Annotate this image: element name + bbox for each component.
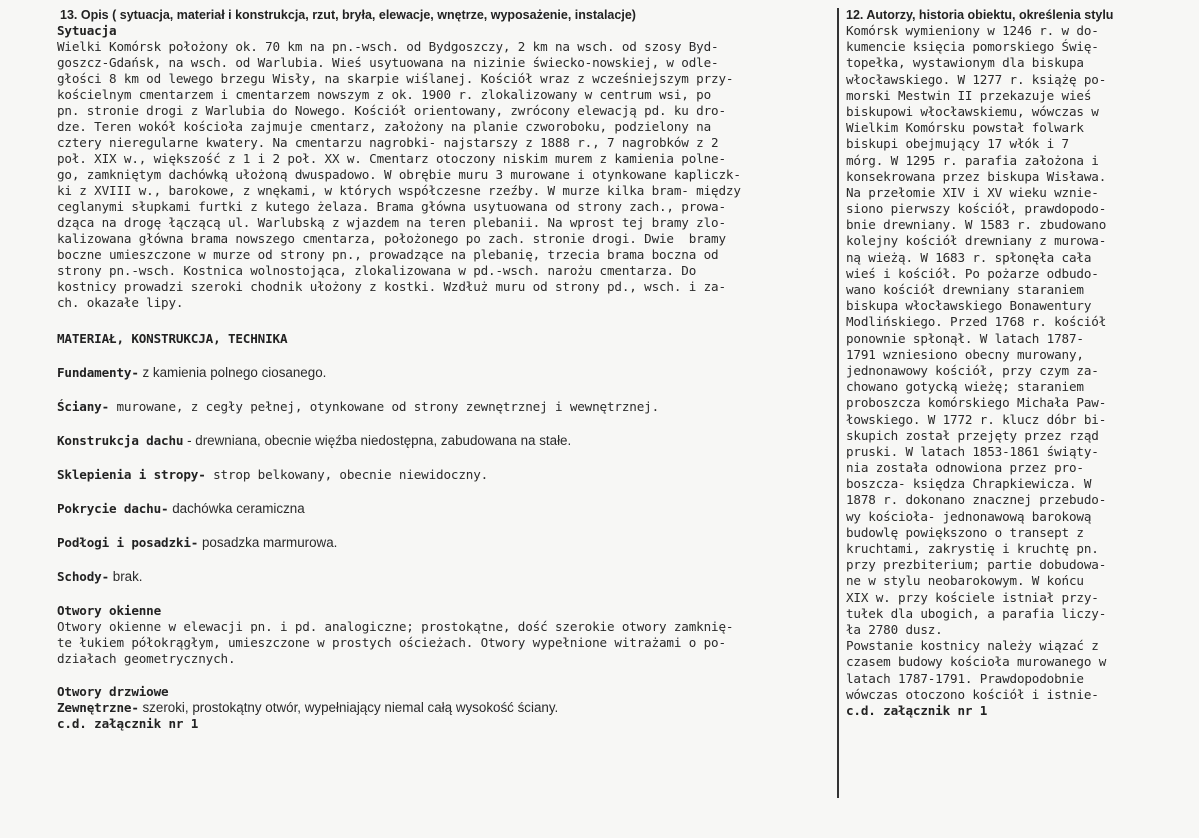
situation-line: dząca na drogę łączącą ul. Warlubską z wjazdem na teren plebanii. Na wprost tej bramy zlo- [57, 215, 726, 230]
history-line: wówczas otoczono kościół i istnie- [846, 686, 1099, 702]
history-line: ne w stylu neobarokowym. W końcu [846, 573, 1084, 589]
history-text [846, 23, 1186, 703]
history-line: 1791 wzniesiono obecny murowany, [846, 346, 1084, 362]
sklepienia-text: strop belkowany, obecnie niewidoczny. [205, 467, 489, 482]
section-13-description [57, 8, 829, 732]
history-line: jednonawowy kościół, przy czym za- [846, 362, 1099, 378]
schody-row [57, 569, 829, 585]
situation-line: ki z XVIII w., barokowe, z wnękami, w których współczesne rzeźby. W murze kilka bram- między [57, 183, 741, 198]
history-line: przy prezbiterium; partie dobudowa- [846, 557, 1107, 573]
history-line: ła 2780 dusz. [846, 621, 943, 637]
history-line: biskupa włocławskiego Bonawentury [846, 298, 1092, 314]
material-title: MATERIAŁ, KONSTRUKCJA, TECHNIKA [57, 331, 288, 346]
fundamenty-text: z kamienia polnego ciosanego. [138, 365, 327, 380]
situation-line: goszcz-Gdańsk, na wsch. od Warlubia. Wieś usytuowana na nizinie świecko-nowskiej, w odle- [57, 55, 719, 70]
history-line: biskupi obejmujący 17 włók i 7 [846, 136, 1069, 152]
drzwi-title: Otwory drzwiowe [57, 684, 169, 699]
pokrycie-text: dachówka ceramiczna [168, 501, 305, 516]
history-line: mórg. W 1295 r. parafia założona i [846, 152, 1099, 168]
situation-line: kalizowana główna brama nowszego cmentarza, położonego po zach. stronie drogi. Dwie bramy [57, 231, 726, 246]
history-line: włocławskiego. W 1277 r. książę po- [846, 71, 1107, 87]
history-line: kruchtami, zakrystię i kruchtę pn. [846, 541, 1099, 556]
situation-line: cztery nieregularne kwatery. Na cmentarzu nagrobki- najstarszy z 1888 r., 7 nagrobków z 2 [57, 135, 719, 150]
continued-note-right: c.d. załącznik nr 1 [846, 702, 988, 718]
sklepienia-label: Sklepienia i stropy- [57, 467, 206, 482]
history-line: łowskiego. W 1772 r. klucz dóbr bi- [846, 411, 1107, 427]
podlogi-label: Podłogi i posadzki- [57, 535, 199, 550]
sciany-label: Ściany- [57, 399, 110, 414]
situation-line: kostnicy prowadzi szeroki chodnik ułożony z kostki. Wzdłuż muru od strony pd., wsch. i za- [57, 279, 726, 294]
situation-line: Wielki Komórsk położony ok. 70 km na pn.-wsch. od Bydgoszczy, 2 km na wsch. od szosy Byd- [57, 39, 719, 54]
sciany-text: murowane, z cegły pełnej, otynkowane od strony zewnętrznej i wewnętrznej. [109, 399, 660, 414]
history-line: 1878 r. dokonano znacznej przebudo- [846, 492, 1107, 508]
history-line: ną wieżą. W 1683 r. spłonęła cała [846, 249, 1092, 265]
konstrukcja-text: - drewniana, obecnie więźba niedostępna, zabudowana na stałe. [183, 433, 572, 448]
history-line: boszcza- księdza Chrapkiewicza. W [846, 476, 1092, 492]
pokrycie-row [57, 501, 829, 517]
history-line: Powstanie kostnicy należy wiązać z [846, 638, 1099, 654]
situation-line: strony pn.-wsch. Kostnica wolnostojąca, zlokalizowana w pd.-wsch. narożu cmentarza. Do [57, 263, 697, 278]
konstrukcja-label: Konstrukcja dachu [57, 433, 184, 448]
history-line: tułek dla ubogich, a parafia liczy- [846, 605, 1107, 621]
sciany-row [57, 399, 829, 415]
situation-line: kościelnym cmentarzem i cmentarzem nowszym z ok. 1900 r. zlokalizowany w centrum wsi, po [57, 87, 712, 102]
history-line: Komórsk wymieniony w 1246 r. w do- [846, 23, 1099, 38]
history-line: nia została odnowiona przez pro- [846, 460, 1084, 476]
history-line: wy kościoła- jednonawową barokową [846, 508, 1092, 524]
history-line: konsekrowana przez biskupa Wisława. [846, 168, 1107, 184]
situation-line: pn. stronie drogi z Warlubia do Nowego. Kościół orientowany, zwrócony elewacją pd. ku dro- [57, 103, 726, 118]
section-12-history [846, 8, 1186, 719]
history-line: biskupowi włocławskiemu, wówczas w [846, 103, 1099, 119]
schody-label: Schody- [57, 569, 110, 584]
history-line: chowano gotycką wieżę; staraniem [846, 379, 1084, 395]
situation-line: dze. Teren wokół kościoła zajmuje cmentarz, założony na planie czworoboku, podzielony na [57, 119, 712, 134]
history-line: proboszcza komórskiego Michała Paw- [846, 395, 1107, 411]
situation-line: głości 8 km od lewego brzegu Wisły, na skarpie wiślanej. Kościół wraz z wcześniejszym przy- [57, 71, 734, 86]
history-line: pruski. W latach 1853-1861 świąty- [846, 443, 1099, 459]
situation-line: ch. okazałe lipy. [57, 295, 184, 310]
history-line: XIX w. przy kościele istniał przy- [846, 589, 1099, 605]
history-line: ponownie spłonął. W latach 1787- [846, 330, 1084, 346]
history-line: budowlę powiększono o transept z [846, 524, 1084, 540]
situation-title: Sytuacja [57, 23, 117, 38]
situation-line: boczne umieszczone w murze od strony pn., prowadzące na plebanię, trzecia brama boczna od [57, 247, 719, 262]
schody-text: brak. [109, 569, 143, 584]
zewn-row [57, 700, 829, 716]
history-line: Na przełomie XIV i XV wieku wznie- [846, 184, 1099, 200]
history-line: bnie drewniany. W 1583 r. zbudowano [846, 217, 1107, 233]
history-line: wano kościół drewniany staraniem [846, 282, 1084, 297]
okna-line: działach geometrycznych. [57, 651, 236, 666]
podlogi-row [57, 535, 829, 551]
okna-line: te łukiem półokrągłym, umieszczone w prostych ościeżach. Otwory wypełnione witrażami o po- [57, 635, 726, 650]
pokrycie-label: Pokrycie dachu- [57, 501, 169, 516]
okna-title: Otwory okienne [57, 603, 162, 618]
history-line: kumencie księcia pomorskiego Świę- [846, 39, 1099, 55]
situation-line: go, zamkniętym dachówką ułożoną dwuspadowo. W obrębie muru 3 murowane i otynkowane kapliczk- [57, 167, 741, 182]
history-line: skupich został przejęty przez rząd [846, 427, 1099, 443]
situation-line: poł. XIX w., większość z 1 i 2 poł. XX w. Cmentarz otoczony niskim murem z kamienia polne- [57, 151, 726, 166]
history-line: czasem budowy kościoła murowanego w [846, 654, 1107, 670]
column-divider [837, 8, 839, 798]
history-line: topełka, wystawionym dla biskupa [846, 55, 1084, 71]
history-line: Modlińskiego. Przed 1768 r. kościół [846, 314, 1107, 330]
sklepienia-row [57, 467, 829, 483]
history-line: morski Mestwin II przekazuje wieś [846, 87, 1092, 103]
history-line: siono pierwszy kościół, prawdopodo- [846, 201, 1107, 217]
section-13-heading: 13. Opis ( sytuacja, materiał i konstrukcja, rzut, bryła, elewacje, wnętrze, wyposażenie, instalacje) [60, 8, 636, 22]
okna-text [57, 619, 829, 667]
fundamenty-label: Fundamenty- [57, 365, 139, 380]
zewn-text: szeroki, prostokątny otwór, wypełniający niemal całą wysokość ściany. [138, 700, 559, 715]
konstrukcja-row [57, 433, 829, 449]
fundamenty-row [57, 365, 829, 381]
podlogi-text: posadzka marmurowa. [198, 535, 338, 550]
history-line: latach 1787-1791. Prawdopodobnie [846, 670, 1084, 686]
continued-note-left: c.d. załącznik nr 1 [57, 716, 199, 731]
situation-line: ceglanymi słupkami furtki z kutego żelaza. Brama główna usytuowana od strony zach., prowa- [57, 199, 726, 214]
history-line: Wielkim Komórsku powstał folwark [846, 120, 1084, 136]
situation-text [57, 39, 829, 311]
okna-line: Otwory okienne w elewacji pn. i pd. analogiczne; prostokątne, dość szerokie otwory zamknię- [57, 619, 734, 634]
history-line: kolejny kościół drewniany z murowa- [846, 233, 1107, 249]
history-line: wieś i kościół. Po pożarze odbudo- [846, 265, 1099, 281]
section-12-heading: 12. Autorzy, historia obiektu, określenia stylu [846, 8, 1114, 22]
zewn-label: Zewnętrzne- [57, 700, 139, 715]
